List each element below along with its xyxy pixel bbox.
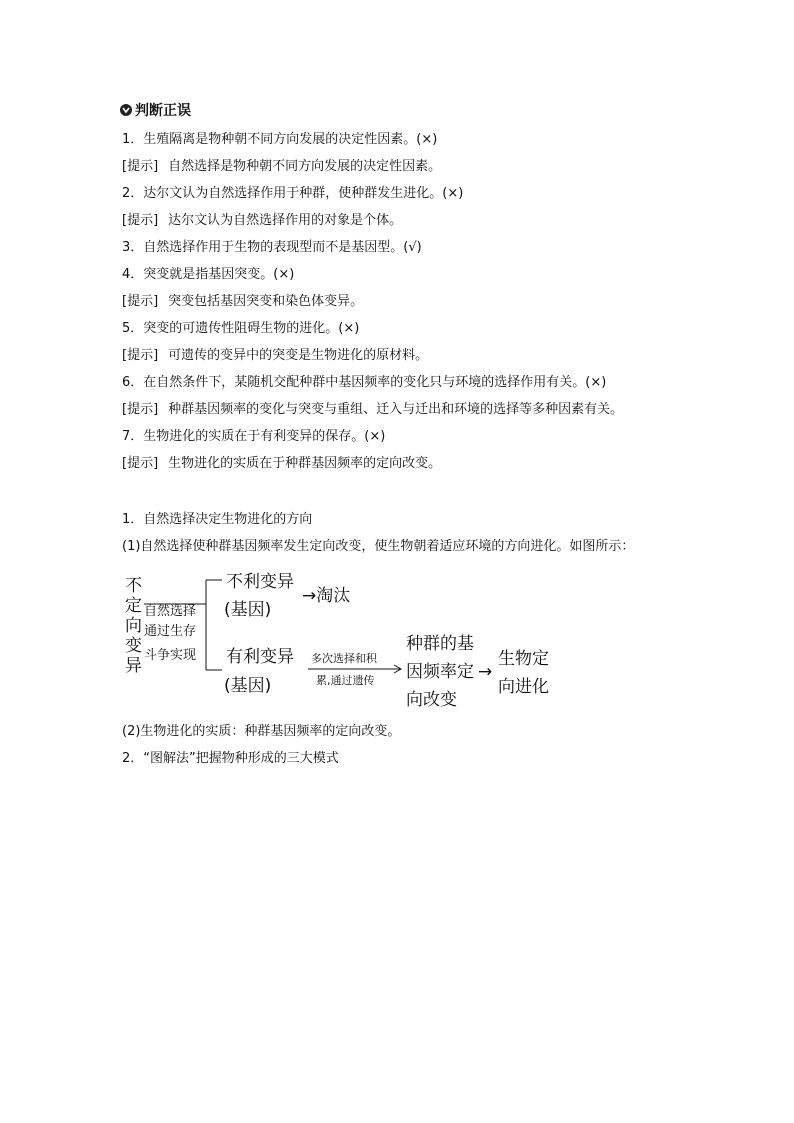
hint-text: 突变包括基因突变和染色体变异。 (168, 294, 364, 309)
hint-text: 达尔文认为自然选择作用的对象是个体。 (168, 213, 403, 228)
hint-text: 自然选择是物种朝不同方向发展的决定性因素。 (168, 159, 442, 174)
statement-1: 1．生殖隔离是物种朝不同方向发展的决定性因素。(×) (122, 132, 438, 147)
arrow-2: → (478, 662, 493, 682)
left-char-3: 向 (125, 616, 142, 636)
selection-flow-diagram (120, 568, 570, 718)
point-1-sub-2: (2)生物进化的实质：种群基因频率的定向改变。 (122, 724, 401, 739)
hint-1 (122, 158, 441, 176)
left-char-4: 变 (125, 636, 142, 656)
point-1-sub-1: (1)自然选择使种群基因频率发生定向改变，使生物朝着适应环境的方向进化。如图所示： (122, 539, 635, 554)
top-branch: 不利变异 (226, 572, 294, 592)
statement-6: 6．在自然条件下，某随机交配种群中基因频率的变化只与环境的选择作用有关。(×) (122, 375, 607, 390)
final-result-2: 向进化 (498, 677, 549, 697)
left-char-5: 异 (125, 656, 142, 676)
middle-result-1: 种群的基 (406, 634, 474, 654)
mid-text-1: 自然选择 (144, 604, 197, 619)
final-result-1: 生物定 (498, 649, 549, 669)
section-title: 判断正误 (135, 103, 191, 119)
mid-text-3: 斗争实现 (144, 648, 197, 663)
hint-text: 可遗传的变异中的突变是生物进化的原材料。 (168, 348, 429, 363)
point-2-title: 2．“图解法”把握物种形成的三大模式 (122, 751, 339, 766)
top-result: →淘汰 (302, 586, 351, 606)
arrow-label-bottom: 累,通过遗传 (316, 674, 375, 687)
middle-result-3: 向改变 (406, 690, 457, 710)
hint-label: [提示] (122, 348, 159, 363)
hint-7 (122, 455, 441, 473)
hint-5 (122, 347, 428, 365)
section-heading (120, 100, 191, 120)
statement-7: 7．生物进化的实质在于有利变异的保存。(×) (122, 429, 386, 444)
hint-label: [提示] (122, 213, 159, 228)
bottom-branch: 有利变异 (226, 647, 294, 667)
hint-6 (122, 401, 623, 419)
left-char-2: 定 (125, 596, 142, 616)
statement-5: 5．突变的可遗传性阻碍生物的进化。(×) (122, 321, 360, 336)
bottom-branch-gene: (基因) (224, 676, 272, 696)
statement-2: 2．达尔文认为自然选择作用于种群，使种群发生进化。(×) (122, 186, 464, 201)
point-1-title: 1．自然选择决定生物进化的方向 (122, 512, 313, 527)
hint-label: [提示] (122, 159, 159, 174)
middle-result-2: 因频率定 (406, 662, 474, 682)
hint-2 (122, 212, 402, 230)
arrow-label-top: 多次选择和积 (311, 652, 377, 665)
hint-text: 种群基因频率的变化与突变与重组、迁入与迁出和环境的选择等多种因素有关。 (168, 402, 624, 417)
hint-text: 生物进化的实质在于种群基因频率的定向改变。 (168, 456, 442, 471)
left-char-1: 不 (125, 576, 142, 596)
mid-text-2: 通过生存 (144, 624, 197, 639)
top-branch-gene: (基因) (224, 600, 272, 620)
hint-label: [提示] (122, 456, 159, 471)
hint-4 (122, 293, 363, 311)
statement-4: 4．突变就是指基因突变。(×) (122, 267, 295, 282)
hint-label: [提示] (122, 402, 159, 417)
hint-label: [提示] (122, 294, 159, 309)
statement-3: 3．自然选择作用于生物的表现型而不是基因型。(√) (122, 240, 422, 255)
chevron-down-circle-icon (120, 104, 132, 116)
